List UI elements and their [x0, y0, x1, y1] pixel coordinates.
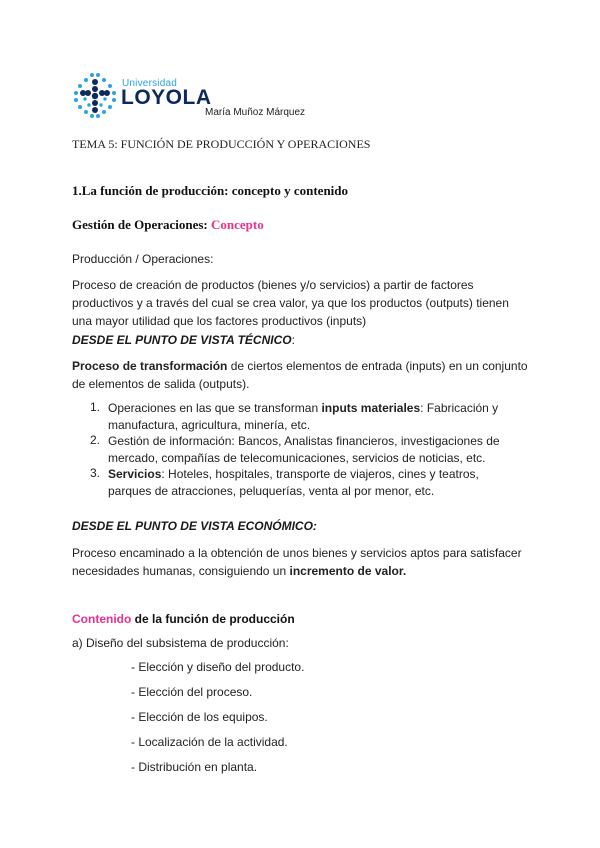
list-item-text: Gestión de información: Bancos, Analistas financieros, investigaciones de mercado, compañías de telecomunicaciones, servicios de noticias, etc.: [108, 434, 500, 465]
economic-bold: incremento de valor.: [289, 564, 407, 578]
subsection-heading: [72, 217, 264, 233]
process-definition-paragraph: Proceso de creación de productos (bienes y/o servicios) a partir de factores productivos y a través del cual se crea valor, ya que los productos (outputs) tienen una mayor utilidad que los factores productivos (inputs): [72, 278, 509, 328]
content-heading-rest: de la función de producción: [131, 612, 295, 626]
content-heading: [72, 612, 295, 626]
transformation-rest: de ciertos elementos de entrada (inputs) en un conjunto de elementos de salida (outputs).: [72, 359, 528, 391]
subsection-highlight: Concepto: [211, 217, 264, 232]
economic-viewpoint-heading: DESDE EL PUNTO DE VISTA ECONÓMICO:: [72, 519, 317, 533]
economic-paragraph: [72, 544, 532, 580]
list-item-bold: inputs materiales: [321, 401, 421, 415]
economic-text: Proceso encaminado a la obtención de unos bienes y servicios aptos para satisfacer necesidades humanas, consiguiendo un: [72, 546, 522, 578]
list-item-text: : Fabricación y manufactura, agricultura, minería, etc.: [108, 401, 499, 432]
list-item-bold: Servicios: [108, 467, 162, 481]
design-item: - Distribución en planta.: [131, 760, 258, 774]
design-item: - Elección de los equipos.: [131, 710, 268, 724]
section-heading: 1.La función de producción: concepto y contenido: [72, 183, 349, 198]
transformation-paragraph: [72, 357, 532, 393]
list-number: 3.: [90, 466, 101, 480]
list-item: [108, 400, 518, 434]
design-subsystem-label: a) Diseño del subsistema de producción:: [72, 636, 289, 650]
design-item: - Elección del proceso.: [131, 685, 253, 699]
content-heading-highlight: Contenido: [72, 612, 132, 626]
logo-university-text: Universidad: [122, 78, 178, 89]
list-item: [108, 433, 518, 467]
design-item: - Localización de la actividad.: [131, 735, 288, 749]
subsection-label: Gestión de Operaciones:: [72, 217, 212, 232]
author-name: María Muñoz Márquez: [205, 107, 306, 118]
technical-viewpoint-heading: [72, 333, 295, 347]
technical-heading-text: DESDE EL PUNTO DE VISTA TÉCNICO: [72, 333, 292, 347]
list-item-text: : Hoteles, hospitales, transporte de viajeros, cines y teatros, parques de atracciones, peluquerías, venta al por menor, etc.: [108, 467, 479, 498]
loyola-cross-icon: [72, 72, 118, 118]
design-item: - Elección y diseño del producto.: [131, 660, 305, 674]
transformation-bold: Proceso de transformación: [72, 359, 228, 373]
list-item: [108, 466, 518, 500]
production-operations-label: Producción / Operaciones:: [72, 252, 214, 266]
logo-name-text: LOYOLA: [121, 86, 212, 109]
list-number: 1.: [90, 400, 101, 414]
technical-heading-colon: :: [291, 333, 295, 347]
university-logo: [72, 72, 222, 118]
topic-title: TEMA 5: FUNCIÓN DE PRODUCCIÓN Y OPERACIONES: [72, 137, 371, 151]
list-number: 2.: [90, 433, 101, 447]
list-item-text: Operaciones en las que se transforman: [108, 401, 322, 415]
